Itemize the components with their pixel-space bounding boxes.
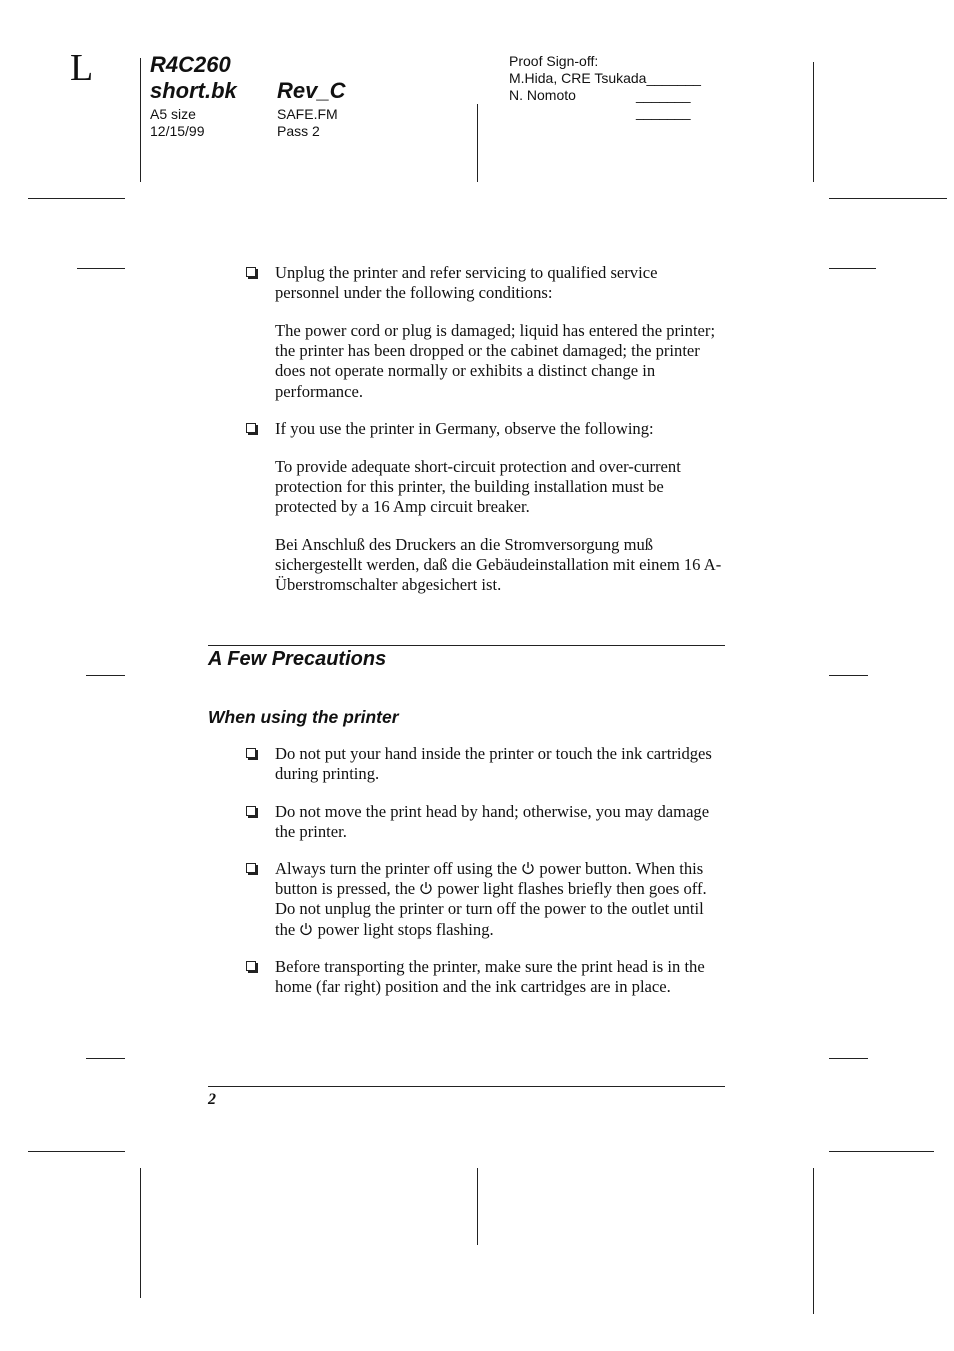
list-item-text: Do not move the print head by hand; otherwise, you may damage the printer. (275, 802, 710, 842)
proof-blank-2: _______ (636, 87, 691, 103)
paragraph-german: Bei Anschluß des Druckers an die Stromversorgung muß sichergestellt werden, daß die Gebäudeinstallation mit einem 16 A-Überstromschalter abgesichert ist. (275, 535, 722, 595)
power-icon (299, 922, 313, 936)
page-number: 2 (208, 1091, 216, 1108)
text-run: power button. When this button is pressed, the (275, 859, 704, 899)
list-item-text: Unplug the printer and refer servicing to qualified service personnel under the following conditions: (275, 263, 658, 303)
trim-mark (28, 1151, 125, 1152)
power-icon (419, 881, 433, 895)
trim-mark (77, 268, 125, 269)
model-code: R4C260 (150, 52, 231, 77)
list-item-text: Before transporting the printer, make sure the print head is in the home (far right) position and the ink cartridges are in place. (275, 957, 705, 997)
file-name: SAFE.FM (277, 106, 338, 122)
trim-mark (86, 675, 125, 676)
trim-mark (28, 198, 125, 199)
text-run: power light flashes briefly then goes off. Do not unplug the printer or turn off the power to the outlet until the (275, 879, 707, 939)
trim-mark (829, 675, 868, 676)
trim-mark (829, 1151, 934, 1152)
proof-blank-3: _______ (636, 104, 691, 120)
trim-mark (140, 1168, 141, 1298)
trim-mark (477, 1168, 478, 1245)
corner-letter: L (70, 47, 94, 89)
page-size: A5 size (150, 106, 196, 122)
text-run: Always turn the printer off using the (275, 859, 518, 878)
proof-signoff-2: N. Nomoto (509, 87, 576, 103)
text-run: power light stops flashing. (317, 919, 494, 939)
book-name: short.bk (150, 78, 237, 103)
paragraph: To provide adequate short-circuit protection and over-current protection for this printer, the building installation must be protected by a 16 Amp circuit breaker. (275, 457, 681, 517)
pass-number: Pass 2 (277, 123, 320, 139)
subsection-heading: When using the printer (208, 707, 399, 727)
trim-mark (829, 1058, 868, 1059)
revision: Rev_C (277, 78, 346, 103)
list-item-text: If you use the printer in Germany, observe the following: (275, 419, 654, 438)
section-rule (208, 645, 725, 646)
power-icon (521, 861, 535, 875)
trim-mark (829, 268, 876, 269)
checkbox-bullet-icon (246, 806, 256, 816)
trim-mark (477, 104, 478, 182)
paragraph: The power cord or plug is damaged; liquid has entered the printer; the printer has been dropped or the cabinet damaged; the printer does not operate normally or exhibits a distinct change in performance. (275, 321, 716, 401)
proof-signoff-1: M.Hida, CRE Tsukada_______ (509, 70, 701, 86)
trim-mark (813, 62, 814, 182)
checkbox-bullet-icon (246, 423, 256, 433)
footer-rule (208, 1086, 725, 1087)
list-item-text (275, 859, 725, 940)
trim-mark (829, 198, 947, 199)
proof-title: Proof Sign-off: (509, 53, 599, 69)
trim-mark (813, 1168, 814, 1314)
checkbox-bullet-icon (246, 961, 256, 971)
trim-mark (86, 1058, 125, 1059)
print-date: 12/15/99 (150, 123, 205, 139)
checkbox-bullet-icon (246, 267, 256, 277)
checkbox-bullet-icon (246, 748, 256, 758)
list-item-text: Do not put your hand inside the printer or touch the ink cartridges during printing. (275, 744, 712, 784)
trim-mark (140, 58, 141, 182)
checkbox-bullet-icon (246, 863, 256, 873)
section-heading: A Few Precautions (208, 648, 387, 670)
